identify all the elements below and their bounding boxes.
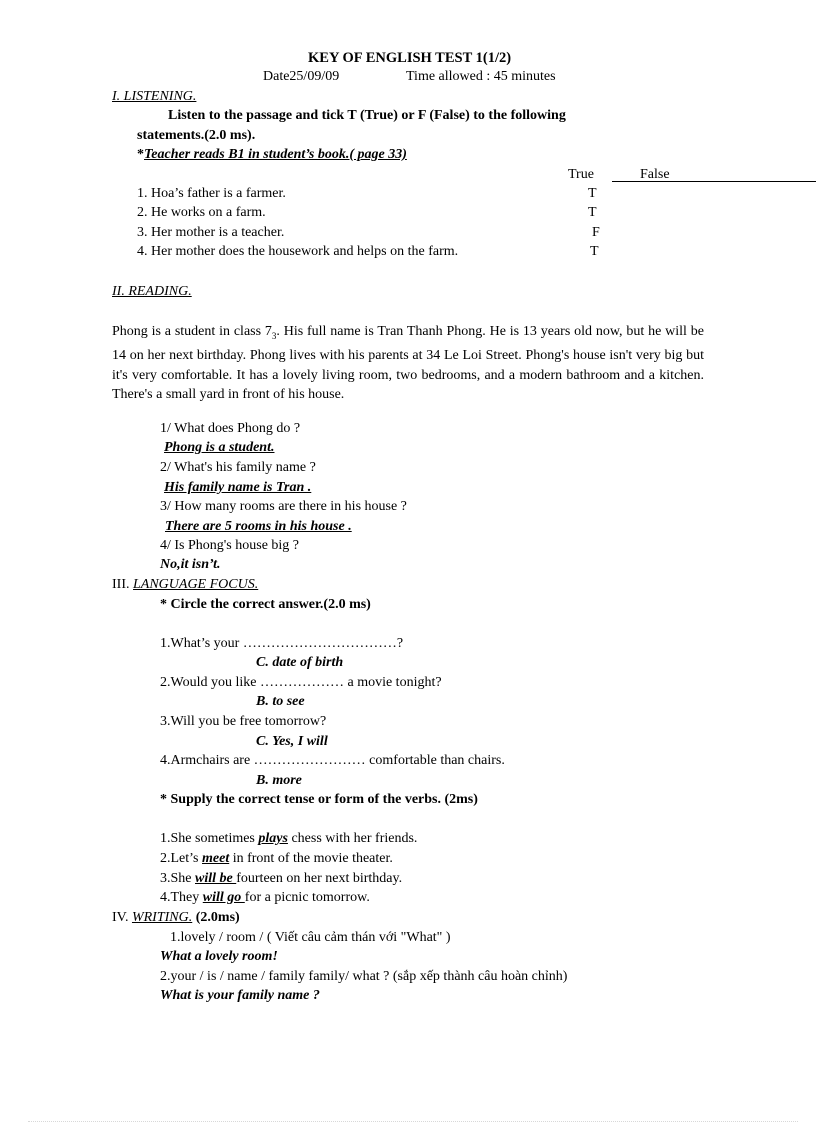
verb-answer-2: meet: [202, 851, 230, 866]
mc-question-1: 1.What’s your ……………………………?: [160, 636, 404, 651]
mc-answer-3: C. Yes, I will: [256, 734, 328, 749]
verb-item-3: 3.She will be fourteen on her next birthday.: [160, 871, 403, 886]
verb-item-1: 1.She sometimes plays chess with her friends.: [160, 831, 418, 846]
writing-answer-2: What is your family name ?: [160, 988, 320, 1003]
writing-question-2: 2.your / is / name / family family/ what ? (sắp xếp thành câu hoàn chỉnh): [160, 969, 568, 984]
verb-item-4: 4.They will go for a picnic tomorrow.: [160, 890, 370, 905]
tf-answer-4: T: [590, 244, 599, 259]
tf-statement-3: 3. Her mother is a teacher.: [137, 225, 285, 240]
reading-question-3: 3/ How many rooms are there in his house ?: [160, 499, 407, 514]
reading-answer-1: Phong is a student.: [164, 440, 275, 455]
verb-item-2: 2.Let’s meet in front of the movie theater.: [160, 851, 393, 866]
tf-statement-4: 4. Her mother does the housework and helps on the farm.: [137, 244, 459, 259]
page-title: KEY OF ENGLISH TEST 1(1/2): [308, 50, 512, 66]
mc-question-2: 2.Would you like ……………… a movie tonight?: [160, 675, 442, 690]
mc-question-4: 4.Armchairs are …………………… comfortable than chairs.: [160, 753, 505, 768]
reading-answer-3: There are 5 rooms in his house .: [165, 519, 352, 534]
section-language-heading: III. LANGUAGE FOCUS.: [112, 577, 259, 592]
reading-question-1: 1/ What does Phong do ?: [160, 421, 301, 436]
circle-instruction: * Circle the correct answer.(2.0 ms): [160, 597, 371, 612]
verb-answer-3: will be: [195, 871, 237, 886]
section-listening-heading: I. LISTENING.: [112, 89, 197, 104]
tf-statement-2: 2. He works on a farm.: [137, 205, 266, 220]
mc-answer-2: B. to see: [256, 694, 305, 709]
listening-instruction-line1: Listen to the passage and tick T (True) or F (False) to the following: [168, 108, 566, 123]
reading-passage: Phong is a student in class $7_3$. His full name is Tran Thanh Phong. He is 13 years old now, but he will be 14 on her next birthday. Phong lives with his parents at 34 Le Loi Street. Phong's house isn't very big but it's very comfortable. It has a lovely living room, two bedrooms, and a modern bathroom and a kitchen. There's a small yard in front of his house.: [112, 324, 704, 403]
reading-answer-2: His family name is Tran .: [164, 480, 312, 495]
page-bottom-border: [28, 1121, 798, 1122]
tf-answer-2: T: [588, 205, 597, 220]
verb-answer-4: will go: [202, 890, 245, 905]
reading-question-2: 2/ What's his family name ?: [160, 460, 316, 475]
tf-answer-1: T: [588, 186, 597, 201]
tf-answer-3: F: [592, 225, 600, 240]
teacher-note: [137, 146, 407, 164]
writing-question-1: 1.lovely / room / ( Viết câu cảm thán với "What" ): [170, 930, 451, 945]
mc-answer-4: B. more: [256, 773, 302, 788]
verb-answer-1: plays: [258, 831, 288, 846]
mc-answer-1: C. date of birth: [256, 655, 344, 670]
header-rule: [612, 181, 816, 182]
test-date: Date25/09/09: [263, 69, 340, 84]
teacher-note-text: Teacher reads B1 in student’s book.( page 33): [144, 147, 407, 162]
column-header-true: True: [568, 167, 594, 182]
section-writing-heading: IV. WRITING. (2.0ms): [112, 910, 240, 925]
time-allowed: Time allowed : 45 minutes: [406, 69, 556, 84]
writing-answer-1: What a lovely room!: [160, 949, 278, 964]
mc-question-3: 3.Will you be free tomorrow?: [160, 714, 327, 729]
column-header-false: False: [640, 167, 670, 182]
reading-question-4: 4/ Is Phong's house big ?: [160, 538, 300, 553]
section-reading-heading: II. READING.: [112, 284, 192, 299]
listening-instruction-line2: statements.(2.0 ms).: [137, 128, 256, 143]
teacher-note-star: *: [137, 147, 144, 162]
supply-instruction: * Supply the correct tense or form of the verbs. (2ms): [160, 792, 478, 807]
reading-answer-4: No,it isn’t.: [160, 557, 221, 572]
tf-statement-1: 1. Hoa’s father is a farmer.: [137, 186, 286, 201]
